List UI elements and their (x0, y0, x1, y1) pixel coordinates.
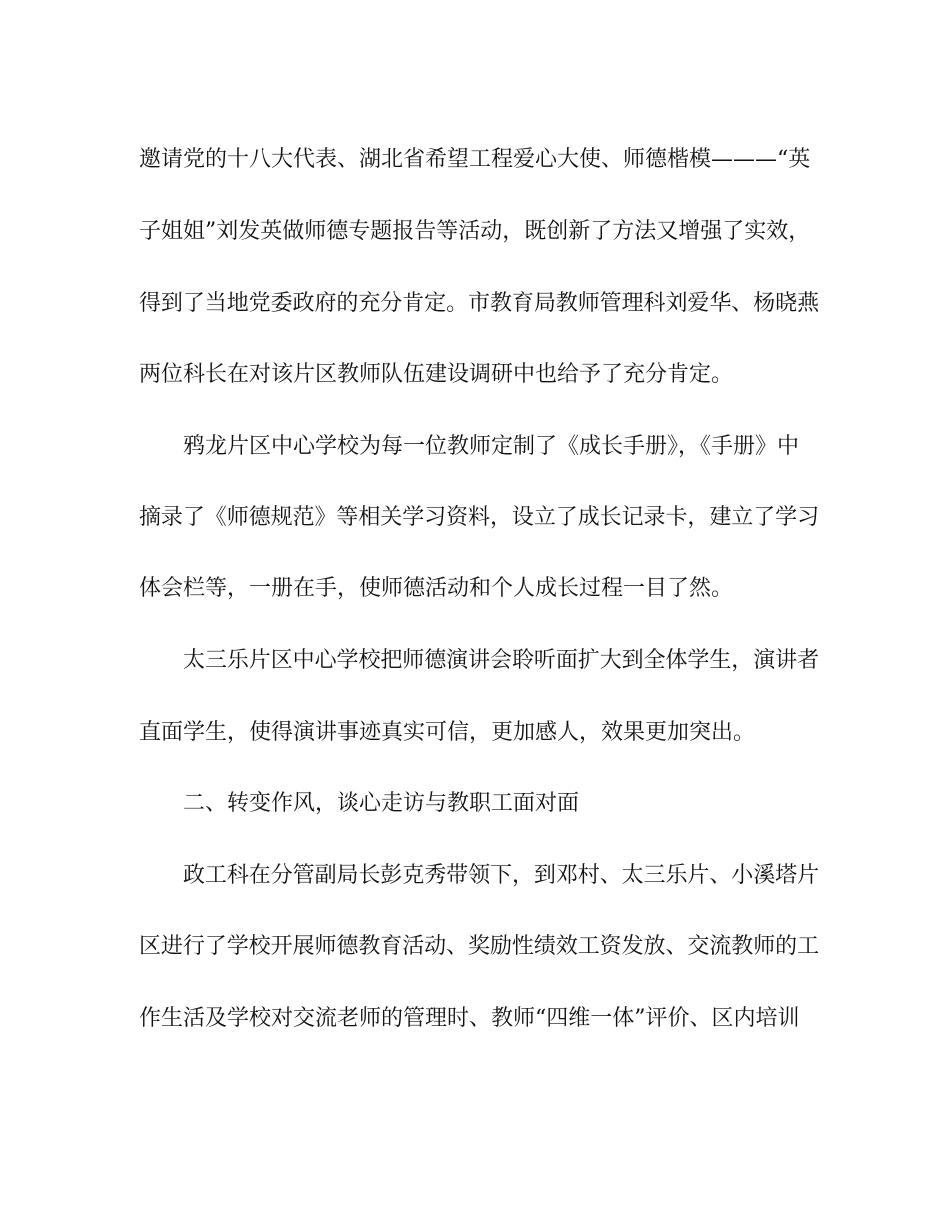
paragraph-first-line: 政工科在分管副局长彭克秀带领下，到邓村、太三乐片、小溪塔片 (183, 863, 820, 888)
paragraph-first-line: 太三乐片区中心学校把师德演讲会聆听面扩大到全体学生，演讲者 (183, 648, 820, 673)
text-line: 作生活及学校对交流老师的管理时、教师“四维一体”评价、区内培训 (139, 1006, 800, 1031)
text-line: 摘录了《师德规范》等相关学习资料，设立了成长记录卡，建立了学习 (139, 505, 820, 530)
text-line: 直面学生，使得演讲事迹真实可信，更加感人，效果更加突出。 (139, 720, 756, 745)
text-line: 子姐姐”刘发英做师德专题报告等活动，既创新了方法又增强了实效， (139, 219, 811, 244)
text-line: 区进行了学校开展师德教育活动、奖励性绩效工资发放、交流教师的工 (139, 934, 820, 959)
text-line: 两位科长在对该片区教师队伍建设调研中也给予了充分肯定。 (139, 362, 734, 387)
text-line: 邀请党的十八大代表、湖北省希望工程爱心大使、师德楷模———“英 (139, 147, 811, 172)
text-line: 得到了当地党委政府的充分肯定。市教育局教师管理科刘爱华、杨晓燕 (139, 291, 820, 316)
paragraph-first-line: 鸦龙片区中心学校为每一位教师定制了《成长手册》，《手册》中 (183, 434, 800, 459)
section-heading: 二、转变作风，谈心走访与教职工面对面 (183, 791, 580, 816)
text-line: 体会栏等，一册在手，使师德活动和个人成长过程一目了然。 (139, 576, 734, 601)
